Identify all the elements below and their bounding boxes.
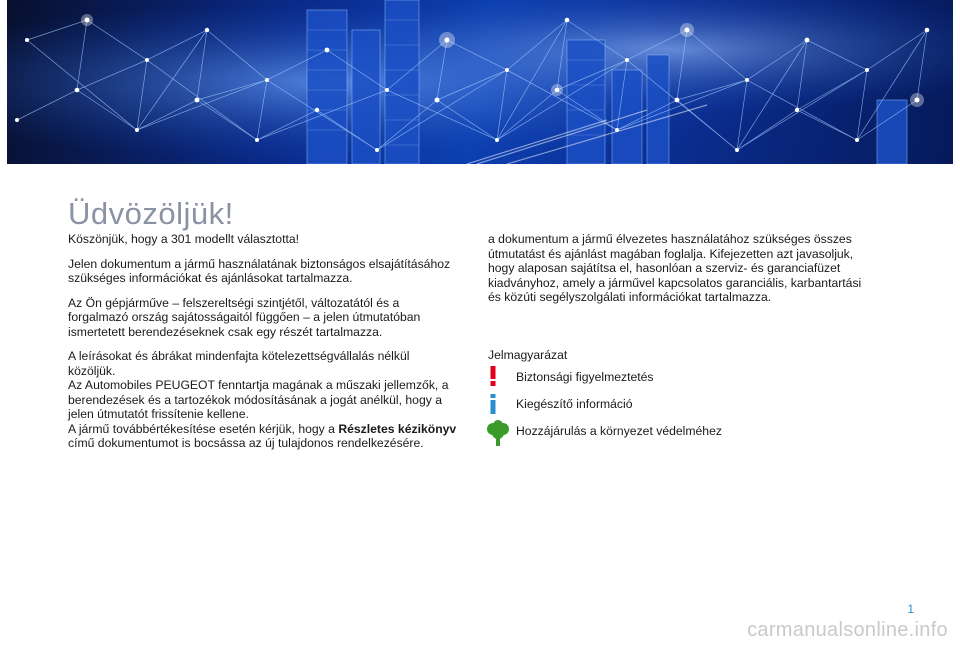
page-title: Üdvözöljük! — [68, 196, 234, 231]
info-icon — [488, 394, 498, 419]
header-banner-image — [7, 0, 953, 164]
legend-item-environment: Hozzájárulás a környezet védelméhez — [516, 424, 722, 438]
watermark-text: carmanualsonline.info — [747, 619, 948, 641]
exclamation-icon — [488, 366, 498, 391]
legend-item-safety: Biztonsági figyelmeztetés — [516, 370, 654, 384]
legend-title: Jelmagyarázat — [488, 348, 568, 362]
page-number: 1 — [907, 602, 914, 616]
right-text-column — [488, 232, 888, 305]
thanks-paragraph: Köszönjük, hogy a 301 modellt választotta! — [68, 232, 300, 246]
tree-icon — [487, 420, 509, 451]
equipment-paragraph: Az Ön gépjárműve – felszereltségi szintjétől, változatától és a forgalmazó ország sajátosságaitól függően – a jelen útmutatóban ismertetett berendezéseknek csak egy részét tartalmazza. — [68, 295, 421, 339]
manual-name-bold: Részletes kézikönyv — [338, 421, 457, 436]
network-city-illustration — [7, 0, 953, 164]
disclaimer-paragraph: A leírásokat és ábrákat mindenfajta kötelezettségvállalás nélkül közöljük. Az Automobiles PEUGEOT fenntartja magának a műszaki jellemzők, a berendezések és a tartozékok módosításának a jogát anélkül, hogy a jelen útmutatót frissítenie kellene. — [68, 349, 449, 421]
manual-description-paragraph: a dokumentum a jármű élvezetes használatához szükséges összes útmutatást és ajánlást magában foglalja. Kifejezetten azt javasoljuk, hogy alaposan sajátítsa el, hasonlóan a szerviz- és garanciafüzet kiadványhoz, amely a járművel kapcsolatos garanciális, karbantartási és közúti segélyszolgálati információkat tartalmazza. — [488, 232, 862, 304]
purpose-paragraph: Jelen dokumentum a jármű használatának biztonságos elsajátításához szükséges információkat és ajánlásokat tartalmazza. — [68, 256, 451, 285]
left-text-column — [68, 232, 468, 451]
resale-paragraph: A jármű továbbértékesítése esetén kérjük, hogy a Részletes kézikönyv című dokumentumot is bocsássa az új tulajdonos rendelkezésére. — [68, 421, 457, 450]
legend-item-info: Kiegészítő információ — [516, 397, 633, 411]
